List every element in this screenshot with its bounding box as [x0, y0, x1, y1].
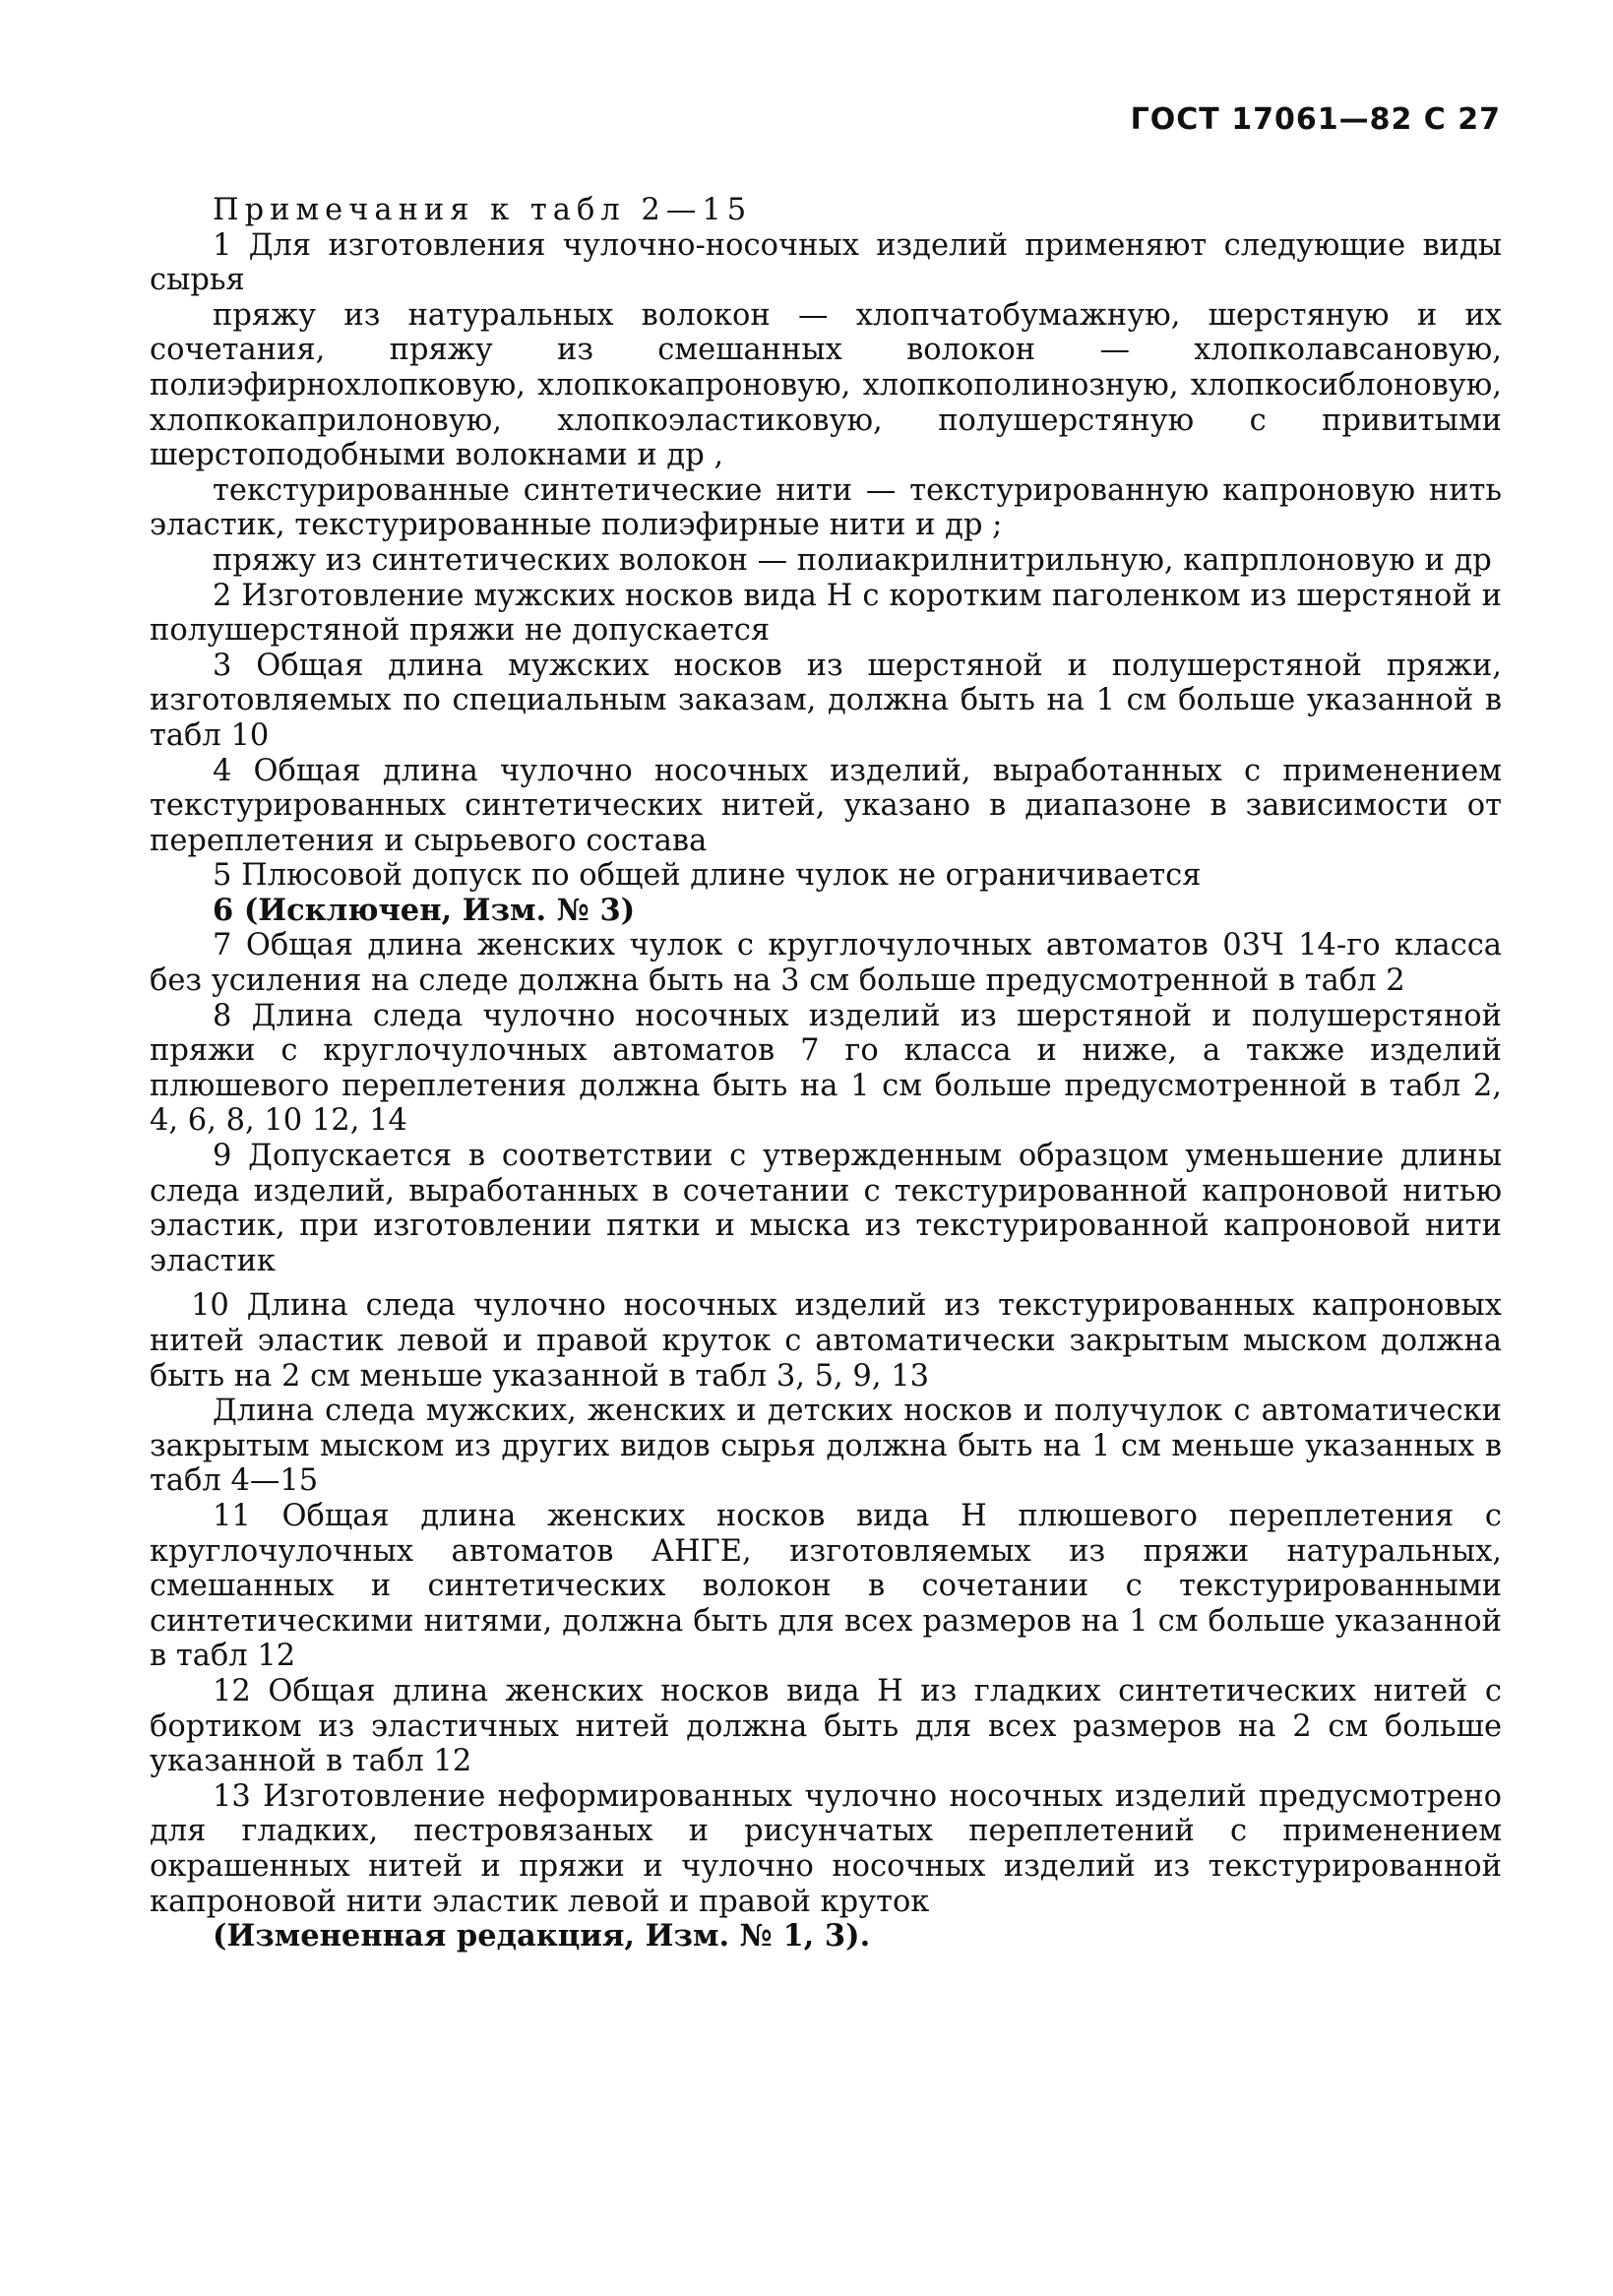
note-4: 4 Общая длина чулочно носочных изделий, выработанных с применением текстурированных синтетических нитей, указано в диапазоне в зависимости от переплетения и сырьевого состава [150, 753, 1502, 858]
note-10-continued: Длина следа мужских, женских и детских носков и получулок с автоматически закрытым мыском из других видов сырья должна быть на 1 см меньше указанных в табл 4—15 [150, 1394, 1502, 1499]
note-8: 8 Длина следа чулочно носочных изделий из шерстяной и полушерстяной пряжи с круглочулочных автоматов 7 го класса и ниже, а также изделий плюшевого переплетения должна быть на 1 см больше предусмотренной в табл 2, 4, 6, 8, 10 12, 14 [150, 998, 1502, 1139]
note-1-textured-threads: текстурированные синтетические нити — текстурированную капроновую нить эластик, текстурированные полиэфирные нити и др ; [150, 472, 1502, 543]
notes-body [150, 193, 1502, 1955]
note-7: 7 Общая длина женских чулок с круглочулочных автоматов 03Ч 14-го класса без усиления на следе должна быть на 3 см больше предусмотренной в табл 2 [150, 928, 1502, 999]
note-11: 11 Общая длина женских носков вида Н плюшевого переплетения с круглочулочных автоматов АНГЕ, изготовляемых из пряжи натуральных, смешанных и синтетических волокон в сочетании с текстурированными синтетическими нитями, должна быть для всех размеров на 1 см больше указанной в табл 12 [150, 1498, 1502, 1674]
note-13: 13 Изготовление неформированных чулочно носочных изделий предусмотрено для гладких, пестровязаных и рисунчатых переплетений с применением окрашенных нитей и пряжи и чулочно носочных изделий из текстурированной капроновой нити эластик левой и правой круток [150, 1778, 1502, 1919]
note-1-intro: 1 Для изготовления чулочно-носочных изделий применяют следующие виды сырья [150, 227, 1502, 298]
note-6: 6 (Исключен, Изм. № 3) [213, 892, 636, 928]
amendment-note: (Измененная редакция, Изм. № 1, 3). [213, 1918, 871, 1955]
note-2: 2 Изготовление мужских носков вида Н с коротким паголенком из шерстяной и полушерстяной пряжи не допускается [150, 578, 1502, 649]
page-header: ГОСТ 17061—82 С 27 [1130, 102, 1501, 137]
note-12: 12 Общая длина женских носков вида Н из гладких синтетических нитей с бортиком из эластичных нитей должна быть для всех размеров на 2 см больше указанной в табл 12 [150, 1673, 1502, 1779]
note-5: 5 Плюсовой допуск по общей длине чулок не ограничивается [213, 858, 1202, 894]
note-10: 10 Длина следа чулочно носочных изделий из текстурированных капроновых нитей эластик левой и правой круток с автоматически закрытым мыском должна быть на 2 см меньше указанной в табл 3, 5, 9, 13 [150, 1288, 1502, 1394]
note-9: 9 Допускается в соответствии с утвержденным образцом уменьшение длины следа изделий, выработанных в сочетании с текстурированной капроновой нитью эластик, при изготовлении пятки и мыска из текстурированной капроновой нити эластик [150, 1139, 1502, 1278]
note-1-natural-fibers: пряжу из натуральных волокон — хлопчатобумажную, шерстяную и их сочетания, пряжу из смешанных волокон — хлопколавсановую, полиэфирнохлопковую, хлопкокапроновую, хлопкополинозную, хлопкосиблоновую, хлопкокаприлоновую, хлопкоэластиковую, полушерстяную с привитыми шерстоподобными волокнами и др , [150, 297, 1502, 473]
spacer [150, 1278, 1502, 1288]
note-1-synthetic-yarn: пряжу из синтетических волокон — полиакрилнитрильную, капрплоновую и др [213, 542, 1492, 578]
notes-title: Примечания к табл 2—15 [213, 193, 753, 227]
note-3: 3 Общая длина мужских носков из шерстяной и полушерстяной пряжи, изготовляемых по специальным заказам, должна быть на 1 см больше указанной в табл 10 [150, 648, 1502, 753]
